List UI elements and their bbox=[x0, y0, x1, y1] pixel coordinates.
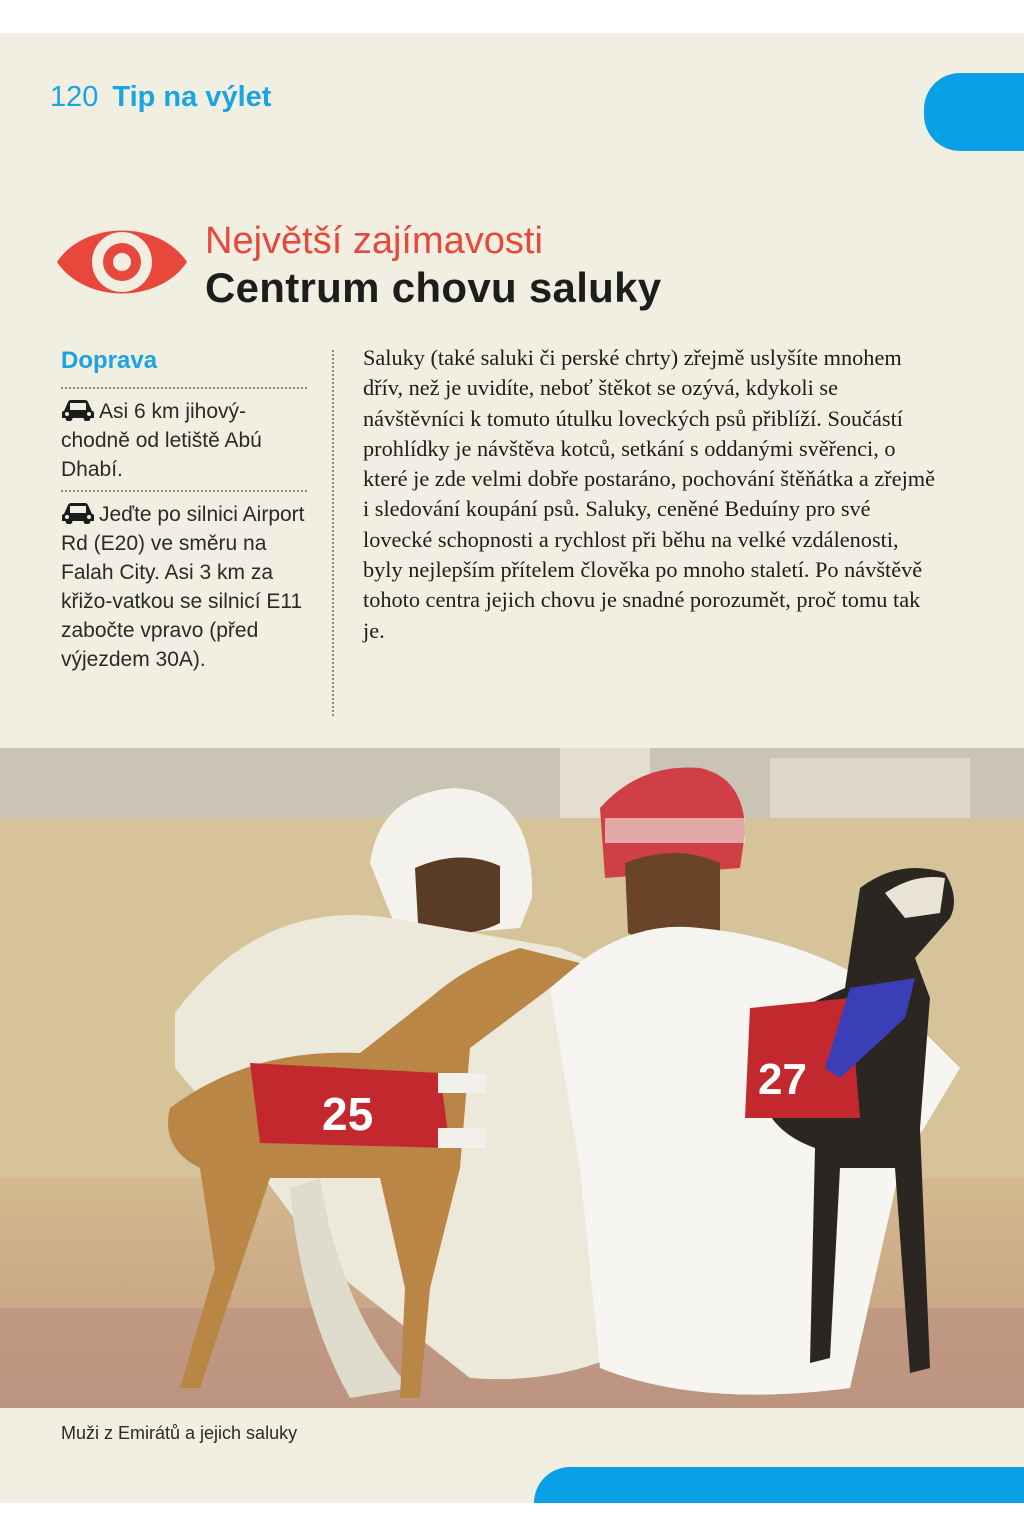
sidebar-entry-text: Jeďte po silnici Airport Rd (E20) ve směru na Falah City. Asi 3 km za křižo-vatkou se silnicí E11 zabočte vpravo (před výjezdem 30A). bbox=[61, 503, 305, 671]
sidebar-title: Doprava bbox=[61, 345, 307, 389]
page-number: 120 bbox=[50, 81, 99, 113]
chapter-tab bbox=[924, 73, 1024, 151]
column-divider bbox=[332, 350, 334, 716]
section-name: Tip na výlet bbox=[112, 81, 272, 113]
page bbox=[0, 33, 1024, 1503]
sidebar-entry bbox=[61, 389, 307, 492]
sidebar-entry bbox=[61, 492, 307, 680]
title-block bbox=[205, 219, 661, 313]
car-icon bbox=[61, 399, 95, 421]
main-title: Centrum chovu saluky bbox=[205, 264, 662, 311]
transport-sidebar bbox=[61, 345, 307, 680]
car-icon bbox=[61, 502, 95, 524]
title-kicker: Největší zajímavosti bbox=[205, 220, 543, 262]
photo-caption: Muži z Emirátů a jejich saluky bbox=[61, 1423, 298, 1443]
sidebar-entry-text: Asi 6 km jihový-chodně od letiště Abú Dhabí. bbox=[61, 400, 262, 481]
page-header bbox=[50, 81, 271, 114]
body-paragraph: Saluky (také saluki či perské chrty) zřejmě uslyšíte mnohem dřív, než je uvidíte, neboť štěkot se ozývá, kdykoli se návštěvníci k tomuto útulku loveckých psů přiblíží. Součástí prohlídky je návštěva kotců, setkání s oddanými svěřenci, o které je zde velmi dobře postaráno, pochování štěňátka a zřejmě i sledování koupání psů. Saluky, ceněné Beduíny pro své lovecké schopnosti a rychlost při běhu na velké vzdálenosti, byly nejlepším přítelem člověka po mnoho staletí. Po návštěvě tohoto centra jejich chovu je snadné porozumět, proč tomu tak je. bbox=[363, 345, 936, 643]
bib-number-right: 27 bbox=[758, 1055, 807, 1104]
bib-number-left: 25 bbox=[322, 1088, 374, 1140]
eye-icon bbox=[55, 216, 189, 308]
footer-tab bbox=[534, 1467, 1024, 1503]
photo-men-with-salukis bbox=[0, 748, 1024, 1408]
